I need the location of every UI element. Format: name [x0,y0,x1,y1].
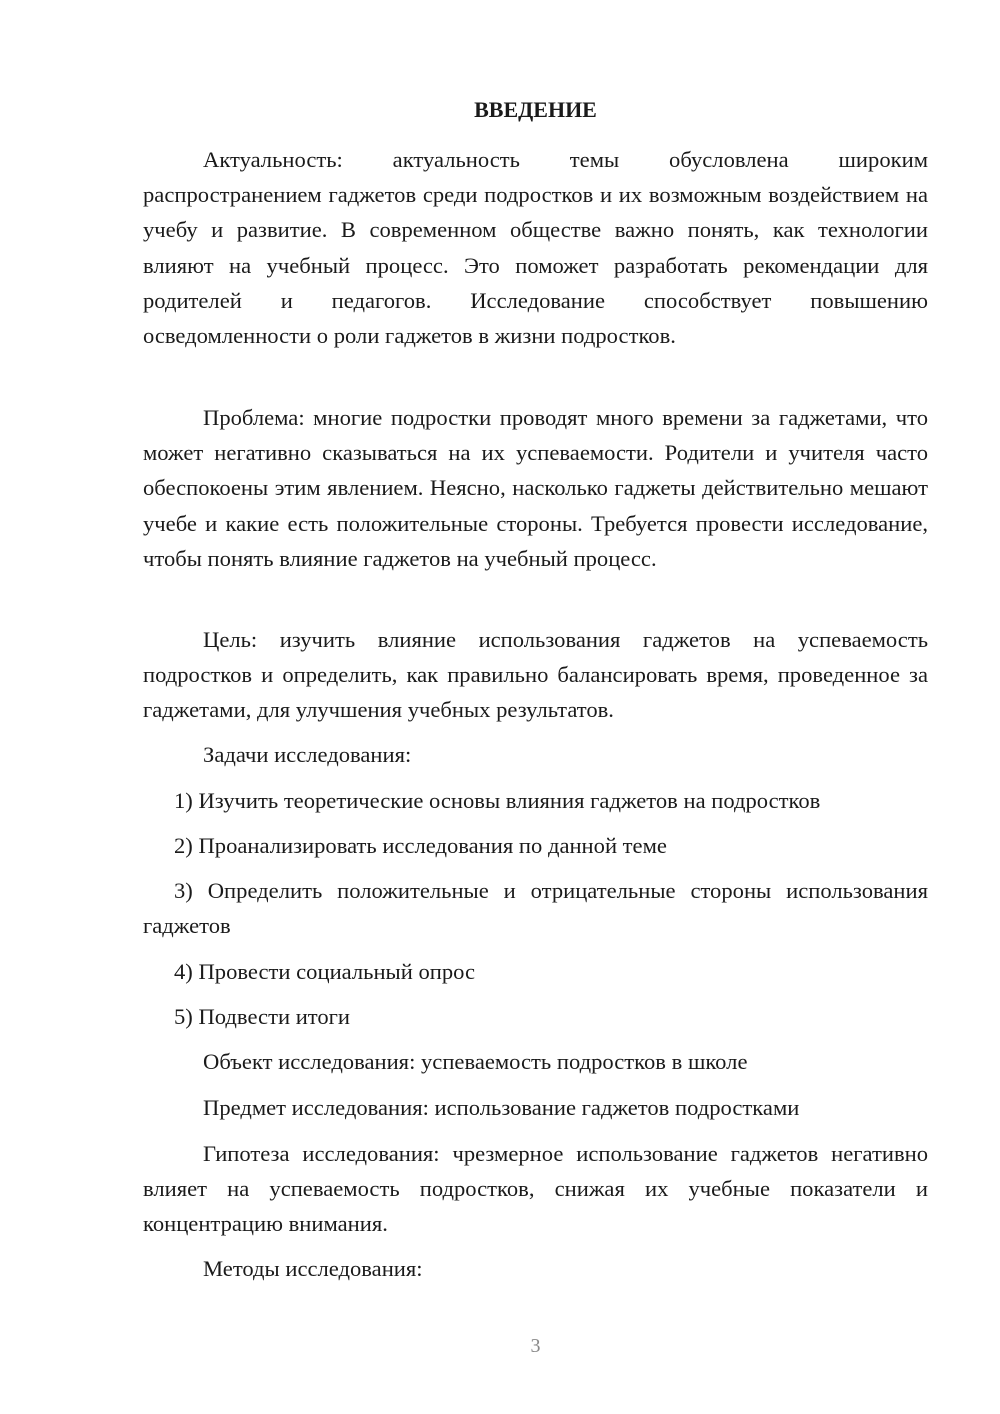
task-item: 3) Определить положительные и отрицательные стороны использования гаджетов [143,878,928,939]
object-paragraph: Объект исследования: успеваемость подростков в школе [203,1049,748,1074]
hypothesis-paragraph: Гипотеза исследования: чрезмерное использование гаджетов негативно влияет на успеваемость подростков, снижая их учебные показатели и концентрацию внимания. [143,1141,928,1237]
task-item: 5) Подвести итоги [174,1004,351,1029]
subject-paragraph: Предмет исследования: использование гаджетов подростками [203,1095,800,1120]
task-item: 4) Провести социальный опрос [174,959,476,984]
goal-paragraph: Цель: изучить влияние использования гаджетов на успеваемость подростков и определить, как правильно балансировать время, проведенное за гаджетами, для улучшения учебных результатов. [143,627,928,723]
task-item: 2) Проанализировать исследования по данной теме [174,833,667,858]
task-item: 1) Изучить теоретические основы влияния гаджетов на подростков [174,788,821,813]
page-number: 3 [530,1335,541,1357]
problem-paragraph: Проблема: многие подростки проводят много времени за гаджетами, что может негативно сказываться на их успеваемости. Родители и учителя часто обеспокоены этим явлением. Неясно, насколько гаджеты действительно мешают учебе и какие есть положительные стороны. Требуется провести исследование, чтобы понять влияние гаджетов на учебный процесс. [143,405,928,571]
tasks-heading: Задачи исследования: [203,742,412,767]
page-title: ВВЕДЕНИЕ [474,97,597,122]
methods-heading: Методы исследования: [203,1256,423,1281]
relevance-paragraph: Актуальность: актуальность темы обусловлена широким распространением гаджетов среди подростков и их возможным воздействием на учебу и развитие. В современном обществе важно понять, как технологии влияют на учебный процесс. Это поможет разработать рекомендации для родителей и педагогов. Исследование способствует повышению осведомленности о роли гаджетов в жизни подростков. [143,147,928,349]
